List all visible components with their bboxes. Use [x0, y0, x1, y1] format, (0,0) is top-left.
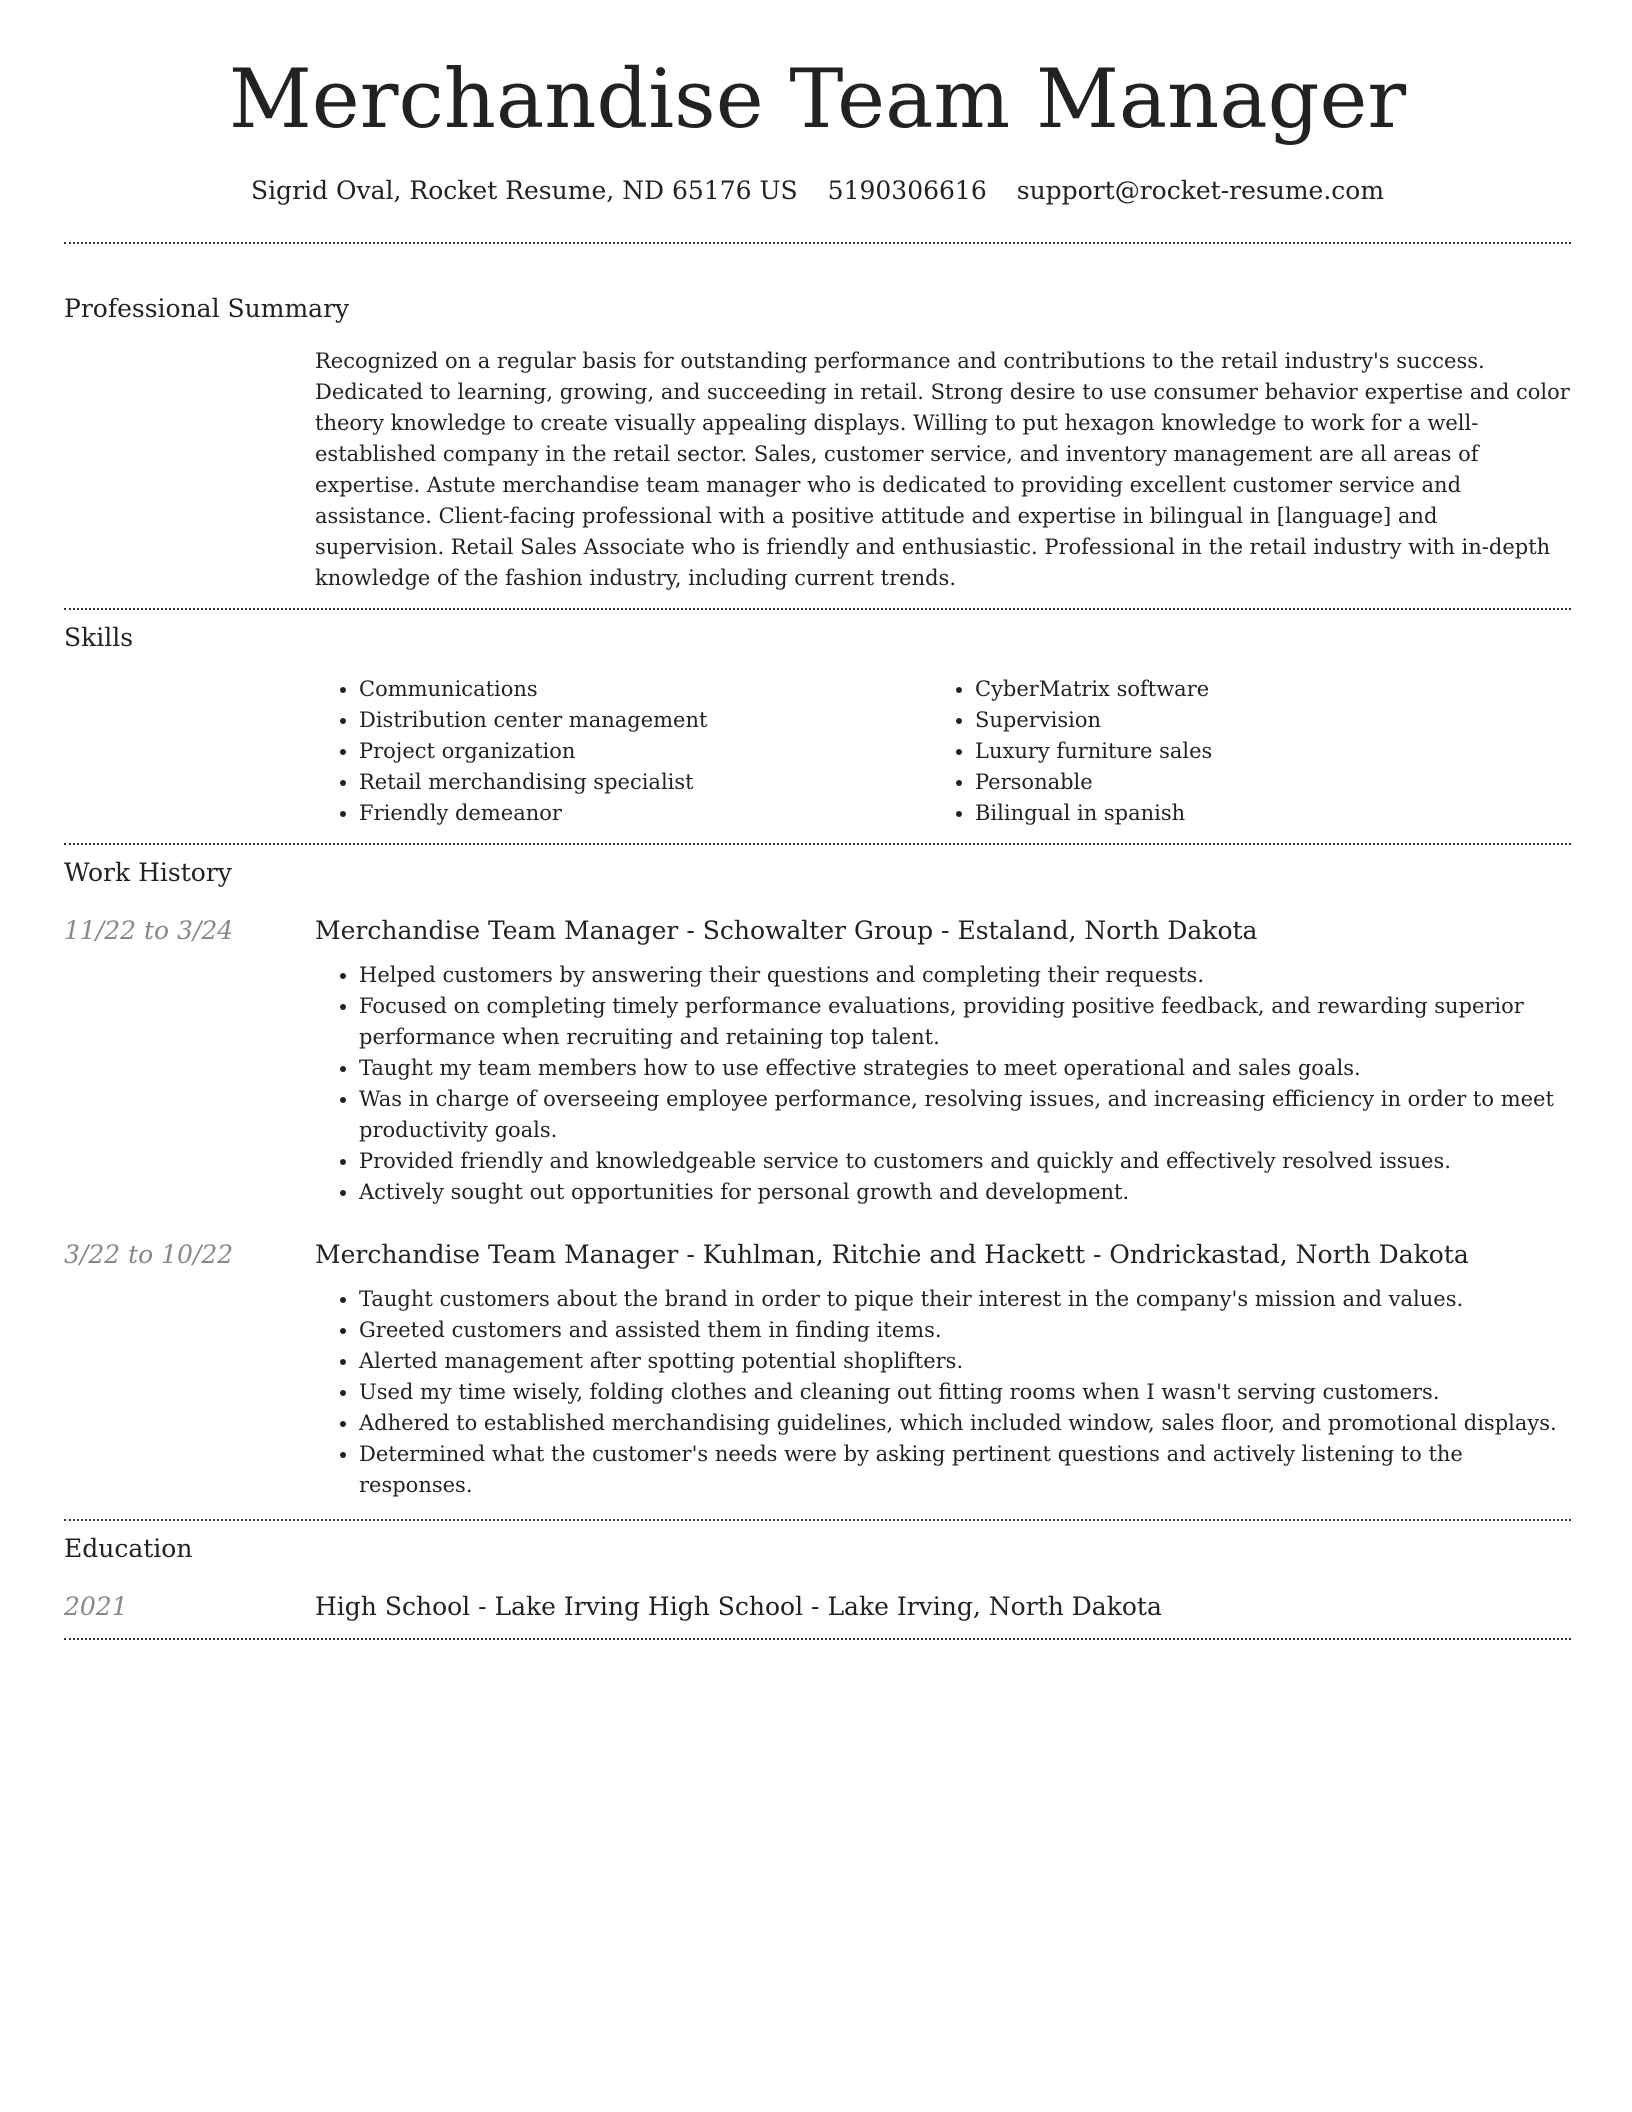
skill-item: • Distribution center management — [359, 705, 931, 736]
job-bullet: • Was in charge of overseeing employee performance, resolving issues, and increasing efficiency in order to meet productivity goals. — [359, 1084, 1571, 1146]
contact-email: support@rocket-resume.com — [1016, 176, 1385, 205]
skill-item: • Supervision — [975, 705, 1547, 736]
job-title — [315, 1238, 1469, 1272]
skill-item: • Personable — [975, 767, 1547, 798]
divider — [64, 1638, 1571, 1640]
job-bullet: • Taught my team members how to use effective strategies to meet operational and sales goals. — [359, 1053, 1571, 1084]
skills-column-right — [931, 674, 1547, 829]
job-role: Merchandise Team Manager — [315, 916, 679, 945]
job-role: Merchandise Team Manager — [315, 1240, 679, 1269]
skill-item: • Project organization — [359, 736, 931, 767]
skill-item: • Communications — [359, 674, 931, 705]
skills-list — [315, 674, 1571, 829]
summary-body — [315, 346, 1571, 594]
resume-title: Merchandise Team Manager — [228, 53, 1407, 147]
contact-phone: 5190306616 — [827, 176, 987, 205]
job-entry — [64, 914, 1571, 1208]
job-dates: 3/22 to 10/22 — [64, 1240, 234, 1269]
summary-heading: Professional Summary — [64, 294, 350, 323]
job-detail: - Schowalter Group - Estaland, North Dakota — [678, 916, 1258, 945]
resume-page — [64, 0, 1571, 1640]
work-heading: Work History — [64, 858, 232, 887]
job-header — [64, 1238, 1571, 1272]
divider — [64, 608, 1571, 610]
job-bullet: • Focused on completing timely performance evaluations, providing positive feedback, and rewarding superior performance when recruiting and retaining top talent. — [359, 991, 1571, 1053]
divider — [64, 242, 1571, 244]
job-dates: 11/22 to 3/24 — [64, 916, 234, 945]
job-title — [315, 914, 1257, 948]
skill-item: • CyberMatrix software — [975, 674, 1547, 705]
education-entry — [64, 1590, 1571, 1624]
job-bullet: • Greeted customers and assisted them in finding items. — [359, 1315, 1571, 1346]
job-bullet: • Alerted management after spotting potential shoplifters. — [359, 1346, 1571, 1377]
job-bullet: • Used my time wisely, folding clothes and cleaning out fitting rooms when I wasn't serving customers. — [359, 1377, 1571, 1408]
job-bullets — [315, 960, 1571, 1208]
contact-address: Sigrid Oval, Rocket Resume, ND 65176 US — [250, 176, 798, 205]
job-entry — [64, 1238, 1571, 1501]
education-year: 2021 — [64, 1592, 128, 1621]
skills-heading: Skills — [64, 623, 134, 652]
job-bullet: • Taught customers about the brand in order to pique their interest in the company's mission and values. — [359, 1284, 1571, 1315]
education-degree: High School — [315, 1592, 471, 1621]
job-bullet: • Helped customers by answering their questions and completing their requests. — [359, 960, 1571, 991]
education-heading: Education — [64, 1534, 193, 1563]
job-header — [64, 914, 1571, 948]
divider — [64, 843, 1571, 845]
job-bullet: • Actively sought out opportunities for personal growth and development. — [359, 1177, 1571, 1208]
skill-item: • Luxury furniture sales — [975, 736, 1547, 767]
job-bullets — [315, 1284, 1571, 1501]
contact-line — [64, 174, 1571, 208]
divider — [64, 1519, 1571, 1521]
skill-item: • Retail merchandising specialist — [359, 767, 931, 798]
job-bullet: • Adhered to established merchandising guidelines, which included window, sales floor, and promotional displays. — [359, 1408, 1571, 1439]
job-bullet: • Provided friendly and knowledgeable service to customers and quickly and effectively resolved issues. — [359, 1146, 1571, 1177]
job-bullet: • Determined what the customer's needs were by asking pertinent questions and actively listening to the responses. — [359, 1439, 1571, 1501]
skill-item: • Friendly demeanor — [359, 798, 931, 829]
summary-text: Recognized on a regular basis for outstanding performance and contributions to the retail industry's success. Dedicated to learning, growing, and succeeding in retail. Strong desire to use consumer behavior expertise and color theory knowledge to create visually appealing displays. Willing to put hexagon knowledge to work for a well-established company in the retail sector. Sales, customer service, and inventory management are all areas of expertise. Astute merchandise team manager who is dedicated to providing excellent customer service and assistance. Client-facing professional with a positive attitude and expertise in bilingual in [language] and supervision. Retail Sales Associate who is friendly and enthusiastic. Professional in the retail industry with in-depth knowledge of the fashion industry, including current trends. — [315, 349, 1570, 590]
education-detail: - Lake Irving High School - Lake Irving, North Dakota — [470, 1592, 1162, 1621]
education-title — [315, 1590, 1162, 1624]
education-section — [64, 1532, 1571, 1624]
skills-section — [64, 621, 1571, 829]
skill-item: • Bilingual in spanish — [975, 798, 1547, 829]
skills-column-left — [315, 674, 931, 829]
work-section — [64, 856, 1571, 1501]
job-detail: - Kuhlman, Ritchie and Hackett - Ondrickastad, North Dakota — [678, 1240, 1469, 1269]
summary-section — [64, 292, 1571, 594]
